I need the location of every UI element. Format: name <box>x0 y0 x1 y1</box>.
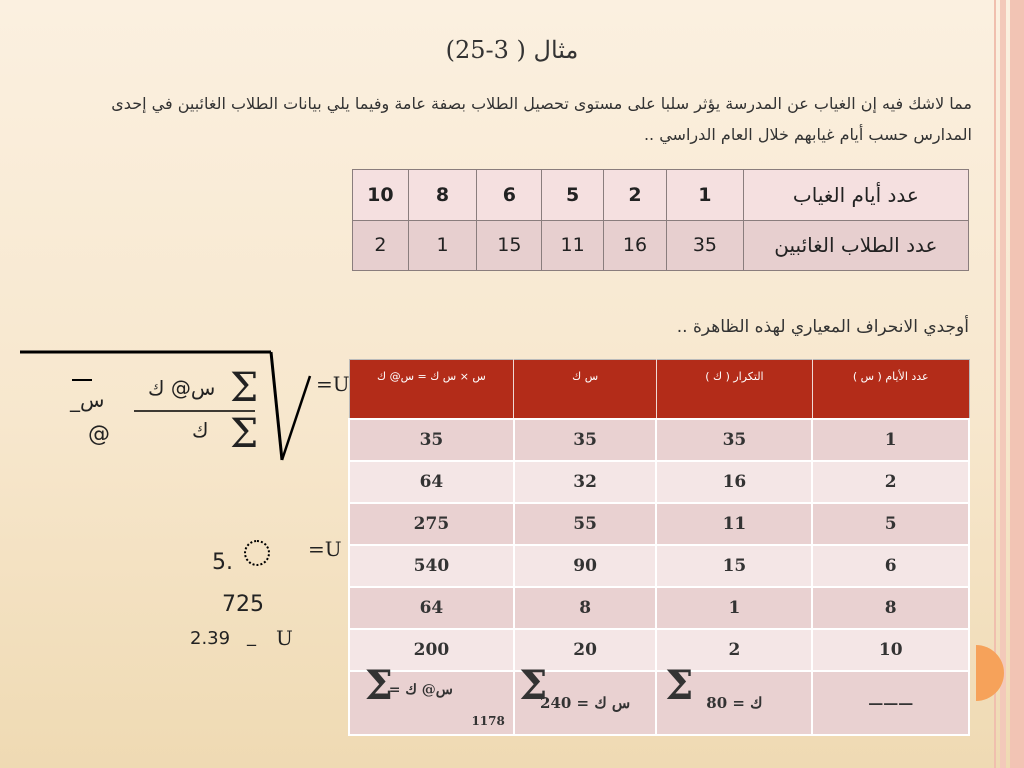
table-cell: 2 <box>656 629 812 671</box>
sum-cell <box>349 662 514 735</box>
denominator: ك <box>192 418 209 442</box>
decor-stripe <box>1010 0 1024 768</box>
sum-value: 1178 <box>471 714 505 728</box>
table-cell: 6 <box>812 545 969 587</box>
table-row <box>349 587 969 629</box>
table-cell: 55 <box>514 503 657 545</box>
table-cell: 20 <box>514 629 657 671</box>
result-label: =U <box>316 372 350 396</box>
sum-cell <box>656 662 812 735</box>
table-row <box>353 220 969 271</box>
sigma-symbol: Σ <box>665 662 694 709</box>
sigma-symbol: Σ <box>230 411 259 457</box>
table-cell: 2 <box>603 170 666 221</box>
sum-cell <box>812 671 969 735</box>
table-cell: 5 <box>812 503 969 545</box>
table-header-row <box>349 360 969 420</box>
sum-dash: ——— <box>868 694 914 712</box>
table-cell: 64 <box>349 587 514 629</box>
table-cell: 1 <box>408 220 477 271</box>
table-cell: 10 <box>353 170 409 221</box>
decor-stripe <box>1000 0 1006 768</box>
slide-title: مثال ( 3-25) <box>445 36 579 64</box>
table-cell: 1 <box>667 170 744 221</box>
row-header: عدد الطلاب الغائبين <box>743 220 968 271</box>
table-cell: 11 <box>656 503 812 545</box>
table-cell: 8 <box>408 170 477 221</box>
table-cell: 15 <box>477 220 542 271</box>
table-cell: 5 <box>542 170 603 221</box>
table-cell: 6 <box>477 170 542 221</box>
root-symbol <box>244 540 270 566</box>
table-cell: 275 <box>349 503 514 545</box>
table-cell: 16 <box>656 461 812 503</box>
table-cell: 90 <box>514 545 657 587</box>
table-row <box>349 629 969 671</box>
sum-value: س ك = 240 <box>540 694 631 712</box>
root-value: 725 <box>222 592 264 617</box>
table-cell: 8 <box>812 587 969 629</box>
table-cell: 10 <box>812 629 969 671</box>
column-header: س ك <box>514 360 657 420</box>
table-cell: 8 <box>514 587 657 629</box>
dash: _ <box>247 626 256 647</box>
table-row <box>353 170 969 221</box>
root-value: 5. <box>212 550 233 575</box>
squared-mark: @ <box>88 422 110 447</box>
sqrt-radical <box>0 340 350 470</box>
table-cell: 2 <box>353 220 409 271</box>
sigma-symbol: Σ <box>364 662 393 709</box>
intro-paragraph: مما لاشك فيه إن الغياب عن المدرسة يؤثر سلبا على مستوى تحصيل الطلاب بصفة عامة وفيما يلي بيانات الطلاب الغائبين في إحدى المدارس حسب أيام غيابهم خلال العام الدراسي .. <box>111 94 972 144</box>
numerator: س@ ك <box>148 376 216 400</box>
table-cell: 1 <box>656 587 812 629</box>
column-header: التكرار ( ك ) <box>656 360 812 420</box>
table-cell: 35 <box>656 419 812 461</box>
result-label: =U <box>308 537 342 561</box>
table-row <box>349 503 969 545</box>
column-header: عدد الأيام ( س ) <box>812 360 969 420</box>
sum-value: ك = 80 <box>706 694 763 712</box>
table-cell: 64 <box>349 461 514 503</box>
result-label: U <box>276 626 293 650</box>
question-text: أوجدي الانحراف المعياري لهذه الظاهرة .. <box>676 317 969 337</box>
column-header: س × س ك = س@ ك <box>349 360 514 420</box>
table-cell: 200 <box>349 629 514 671</box>
table-cell: 15 <box>656 545 812 587</box>
table-cell: 35 <box>349 419 514 461</box>
sigma-symbol: Σ <box>230 365 259 411</box>
sum-row <box>349 671 969 735</box>
table-cell: 35 <box>514 419 657 461</box>
table-row <box>349 545 969 587</box>
sum-value: س@ ك = <box>388 682 453 698</box>
table-row <box>349 461 969 503</box>
table-cell: 540 <box>349 545 514 587</box>
table-cell: 11 <box>542 220 603 271</box>
table-row <box>349 419 969 461</box>
sigma-symbol: Σ <box>519 662 548 709</box>
std-value: 2.39 <box>190 628 231 649</box>
row-header: عدد أيام الغياب <box>743 170 968 221</box>
table-cell: 16 <box>603 220 666 271</box>
calculation-table <box>348 359 970 736</box>
mean-term: _س <box>70 388 105 412</box>
table-cell: 2 <box>812 461 969 503</box>
sum-cell <box>514 662 657 735</box>
table-cell: 35 <box>667 220 744 271</box>
table-cell: 32 <box>514 461 657 503</box>
absence-data-table <box>352 169 969 271</box>
table-cell: 1 <box>812 419 969 461</box>
